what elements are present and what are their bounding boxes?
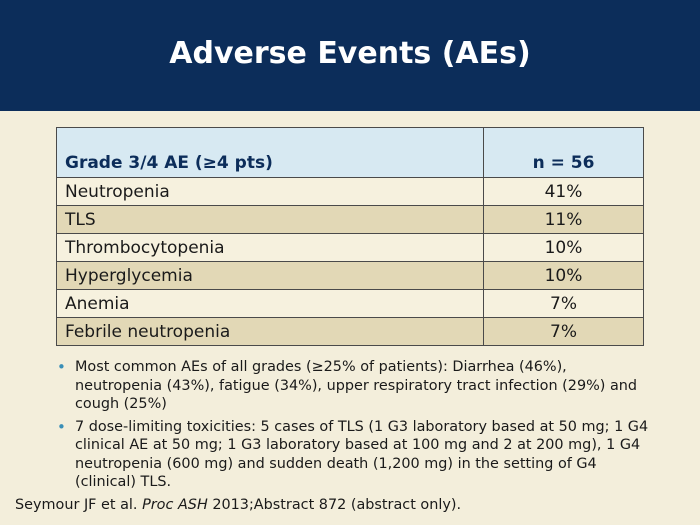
value-cell: 10% [484, 262, 644, 290]
citation-prefix: Seymour JF et al. [15, 497, 143, 513]
bullet-list [57, 358, 657, 496]
value-cell: 7% [484, 290, 644, 318]
event-cell: Anemia [57, 290, 484, 318]
table-row [57, 206, 644, 234]
event-cell: TLS [57, 206, 484, 234]
citation-suffix: 2013;Abstract 872 (abstract only). [207, 497, 462, 513]
bullet-text: 7 dose-limiting toxicities: 5 cases of TLS (1 G3 laboratory based at 50 mg; 1 G4 clinical AE at 50 mg; 1 G3 laboratory based at 100 mg and 2 at 200 mg), 1 G4 neutropenia (600 mg) and sudden death (1,200 mg) in the setting of G4 (clinical) TLS. [75, 418, 649, 490]
citation [15, 497, 461, 513]
event-cell: Hyperglycemia [57, 262, 484, 290]
bullet-text: Most common AEs of all grades (≥25% of patients): Diarrhea (46%), neutropenia (43%), fatigue (34%), upper respiratory tract infection (29%) and cough (25%) [75, 359, 638, 412]
event-cell: Neutropenia [57, 178, 484, 206]
event-cell: Thrombocytopenia [57, 234, 484, 262]
value-cell: 41% [484, 178, 644, 206]
citation-journal: Proc ASH [142, 497, 208, 513]
bullet-dot-icon: • [57, 358, 66, 376]
table-row [57, 234, 644, 262]
value-cell: 10% [484, 234, 644, 262]
slide-title: Adverse Events (AEs) [169, 36, 531, 71]
bullet-item [57, 358, 657, 414]
bullet-dot-icon: • [57, 417, 66, 436]
header-cell-event: Grade 3/4 AE (≥4 pts) [57, 128, 484, 178]
slide-header [0, 0, 700, 111]
event-cell: Febrile neutropenia [57, 318, 484, 346]
table-row [57, 290, 644, 318]
bullet-item [57, 418, 657, 492]
adverse-events-table [56, 127, 644, 346]
table-row [57, 178, 644, 206]
table-header-row [57, 128, 644, 178]
value-cell: 11% [484, 206, 644, 234]
header-cell-n: n = 56 [484, 128, 644, 178]
table-row [57, 318, 644, 346]
value-cell: 7% [484, 318, 644, 346]
table-row [57, 262, 644, 290]
